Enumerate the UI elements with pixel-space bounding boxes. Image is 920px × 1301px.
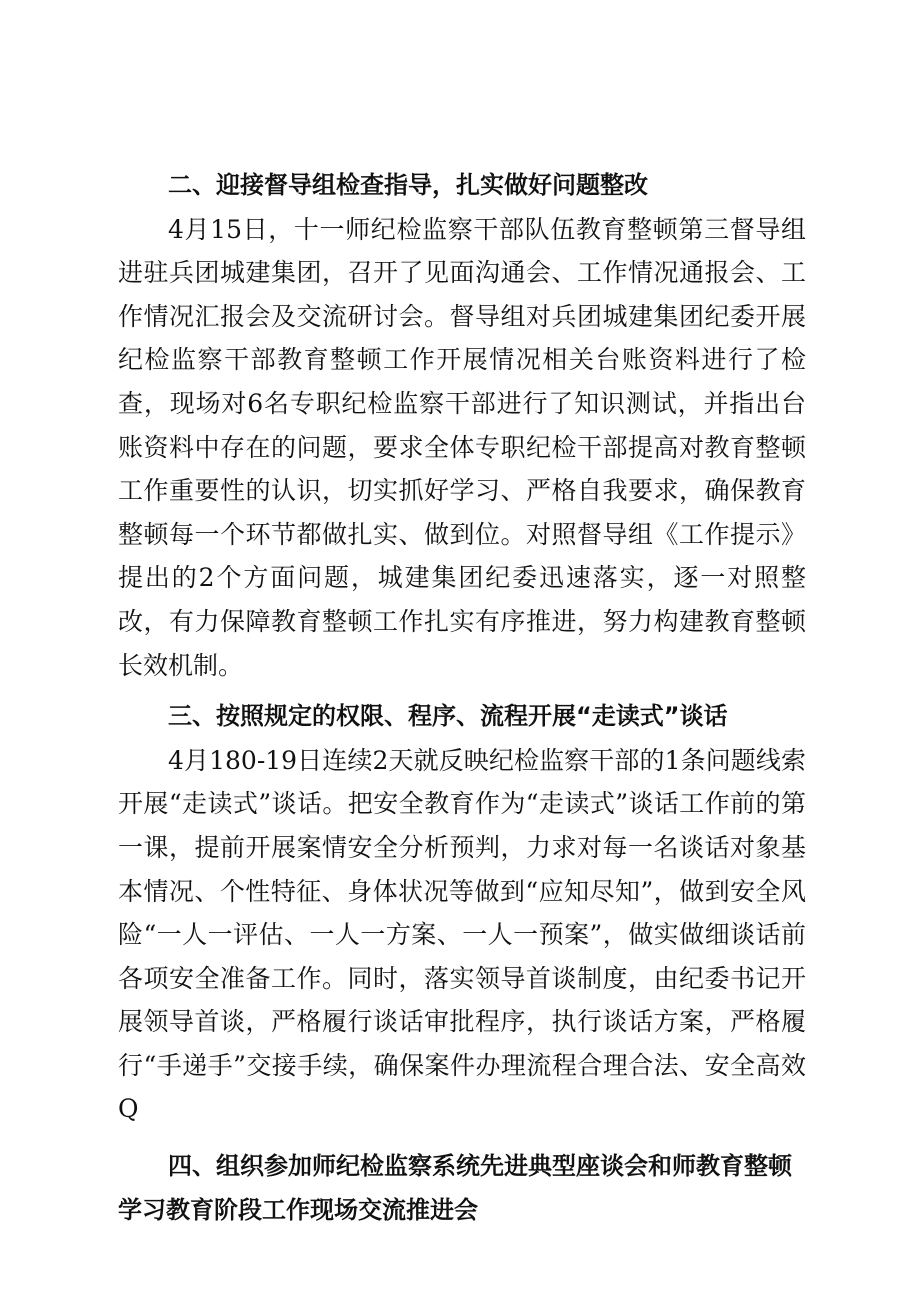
document-body bbox=[118, 164, 806, 1232]
section-paragraph-3: 4月180-19日连续2天就反映纪检监察干部的1条问题线索开展“走读式”谈话。把安全教育作为“走读式”谈话工作前的第一课，提前开展案情安全分析预判，力求对每一名谈话对象基本情况、个性特征、身体状况等做到“应知尽知”，做到安全风险“一人一评估、一人一方案、一人一预案”，做实做细谈话前各项安全准备工作。同时，落实领导首谈制度，由纪委书记开展领导首谈，严格履行谈话审批程序，执行谈话方案，严格履行“手递手”交接手续，确保案件办理流程合理合法、安全高效Q bbox=[118, 745, 806, 1124]
section-heading-2: 二、迎接督导组检查指导，扎实做好问题整改 bbox=[168, 171, 648, 199]
section-heading-4: 四、组织参加师纪检监察系统先进典型座谈会和师教育整顿学习教育阶段工作现场交流推进会 bbox=[118, 1152, 792, 1224]
section-paragraph-2: 4月15日，十一师纪检监察干部队伍教育整顿第三督导组进驻兵团城建集团，召开了见面沟通会、工作情况通报会、工作情况汇报会及交流研讨会。督导组对兵团城建集团纪委开展纪检监察干部教育整顿工作开展情况相关台账资料进行了检查，现场对6名专职纪检监察干部进行了知识测试，并指出台账资料中存在的问题，要求全体专职纪检干部提高对教育整顿工作重要性的认识，切实抓好学习、严格自我要求，确保教育整顿每一个环节都做扎实、做到位。对照督导组《工作提示》提出的2个方面问题，城建集团纪委迅速落实，逐一对照整改，有力保障教育整顿工作扎实有序推进，努力构建教育整顿长效机制。 bbox=[118, 214, 806, 680]
section-heading-3: 三、按照规定的权限、程序、流程开展“走读式”谈话 bbox=[168, 702, 728, 731]
